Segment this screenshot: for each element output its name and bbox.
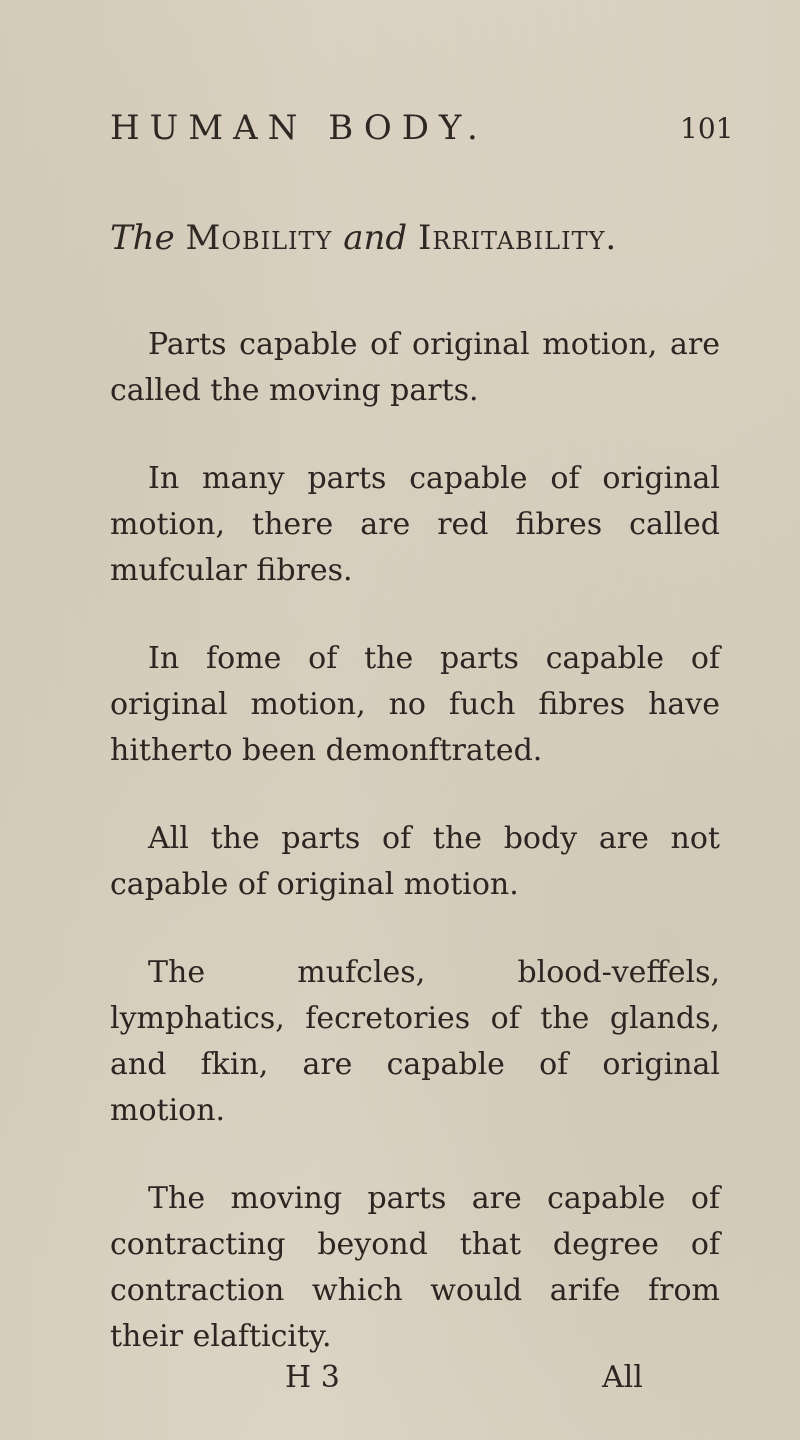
title-word-and: and [343, 218, 408, 258]
title-word-irritability: Irritability. [417, 218, 618, 258]
catchword: All [602, 1360, 643, 1395]
paragraph-4: All the parts of the body are not capable of original motion. [110, 821, 720, 902]
paragraph-1: Parts capable of original motion, are called the moving parts. [110, 327, 720, 408]
title-word-the: The [110, 218, 175, 258]
running-head: HUMAN BODY. [110, 108, 488, 148]
paragraph-6: The moving parts are capable of contracting beyond that degree of contraction which would arife from their elafticity. [110, 1181, 720, 1354]
paragraph-3: In fome of the parts capable of original motion, no fuch fibres have hitherto been demonftrated. [110, 641, 720, 768]
page-number: 101 [680, 112, 734, 145]
body-text [110, 322, 720, 1402]
title-word-mobility: Mobility [185, 218, 333, 258]
signature-mark: H 3 [285, 1360, 340, 1395]
paragraph-5: The mufcles, blood-veffels, lymphatics, fecretories of the glands, and fkin, are capable of original motion. [110, 955, 720, 1128]
section-title [110, 218, 617, 258]
paragraph-2: In many parts capable of original motion, there are red fibres called mufcular fibres. [110, 461, 720, 588]
